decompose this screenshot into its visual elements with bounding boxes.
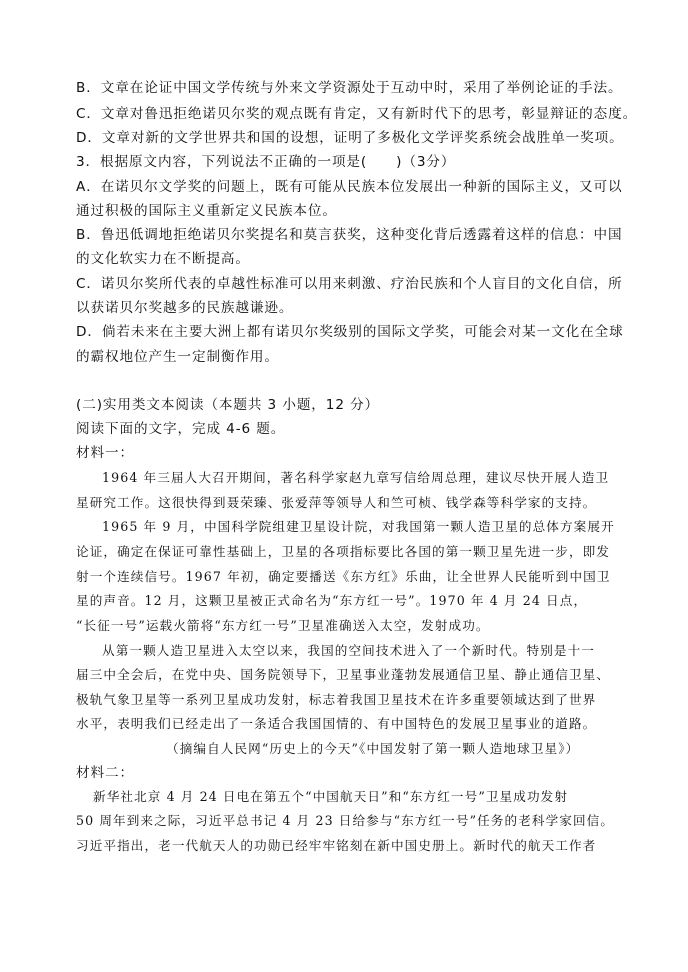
m2-paragraph-1-line1: 新华社北京 4 月 24 日电在第五个“中国航天日”和“东方红一号”卫星成功发射 [93,789,569,804]
m1-paragraph-3-line4: 水平，表明我们已经走出了一条适合我国国情的、有中国特色的发展卫星事业的道路。 [76,716,597,731]
m1-paragraph-1-line1: 1964 年三届人大召开期间，著名科学家赵九章写信给周总理，建议尽快开展人造卫 [102,470,610,485]
m1-paragraph-2-line3: 射一个连续信号。1967 年初，确定要播送《东方红》乐曲，让全世界人民能听到中国卫 [76,569,611,584]
option-b: B．文章在论证中国文学传统与外来文学资源处于互动中时，采用了举例论证的手法。 [76,80,623,96]
section-heading: (二)实用类文本阅读（本题共 3 小题，12 分） [76,397,380,413]
m1-paragraph-3-line1: 从第一颗人造卫星进入太空以来，我国的空间技术进入了一个新时代。特别是十一 [102,643,595,658]
m1-source: （摘编自人民网“历史上的今天”《中国发射了第一颗人造地球卫星》） [166,741,580,756]
q3-option-a-line1: A．在诺贝尔文学奖的问题上，既有可能从民族本位发展出一种新的国际主义，又可以 [76,179,623,195]
m1-paragraph-2-line2: 论证，确定在保证可靠性基础上，卫星的各项指标要比各国的第一颗卫星先进一步，即发 [76,544,611,559]
q3-option-b-line2: 的文化软实力在不断提高。 [76,251,250,267]
m1-paragraph-2-line1: 1965 年 9 月，中国科学院组建卫星设计院，对我国第一颗人造卫星的总体方案展开 [102,519,615,534]
question-3: 3．根据原文内容，下列说法不正确的一项是( )（3分） [76,154,456,170]
m1-paragraph-1-line2: 星研究工作。这很快得到聂荣臻、张爱萍等领导人和竺可桢、钱学森等科学家的支持。 [76,495,597,510]
m2-paragraph-1-line2: 50 周年到来之际，习近平总书记 4 月 23 日给参与“东方红一号”任务的老科学家回信。 [76,813,615,828]
m2-paragraph-1-line3: 习近平指出，老一代航天人的功勋已经牢牢铭刻在新中国史册上。新时代的航天工作者 [76,838,597,853]
q3-option-c-line1: C．诺贝尔奖所代表的卓越性标准可以用来刺激、疗治民族和个人盲目的文化自信，所 [76,276,623,292]
m1-paragraph-2-line5: “长征一号”运载火箭将“东方红一号”卫星准确送入太空，发射成功。 [76,618,490,633]
m1-paragraph-2-line4: 星的声音。12 月，这颗卫星被正式命名为“东方红一号”。1970 年 4 月 24 日点， [76,593,588,608]
q3-option-c-line2: 以获诺贝尔奖越多的民族越谦逊。 [76,300,294,316]
m1-paragraph-3-line3: 极轨气象卫星等一系列卫星成功发射，标志着我国卫星技术在许多重要领域达到了世界 [76,692,597,707]
q3-option-d-line1: D．倘若未来在主要大洲上都有诺贝尔奖级别的国际文学奖，可能会对某一文化在全球 [76,324,624,340]
reading-instruction: 阅读下面的文字，完成 4-6 题。 [76,421,286,437]
option-d: D．文章对新的文学世界共和国的设想，证明了多极化文学评奖系统会战胜单一奖项。 [76,130,624,146]
m1-paragraph-3-line2: 届三中全会后，在党中央、国务院领导下，卫星事业蓬勃发展通信卫星、静止通信卫星、 [76,667,611,682]
material-2-label: 材料二： [76,765,134,781]
option-c: C．文章对鲁迅拒绝诺贝尔奖的观点既有肯定，又有新时代下的思考，彰显辩证的态度。 [76,106,638,122]
q3-option-d-line2: 的霸权地位产生一定制衡作用。 [76,349,279,365]
q3-option-a-line2: 通过积极的国际主义重新定义民族本位。 [76,203,337,219]
q3-option-b-line1: B．鲁迅低调地拒绝诺贝尔奖提名和莫言获奖，这种变化背后透露着这样的信息：中国 [76,227,623,243]
material-1-label: 材料一： [76,445,134,461]
